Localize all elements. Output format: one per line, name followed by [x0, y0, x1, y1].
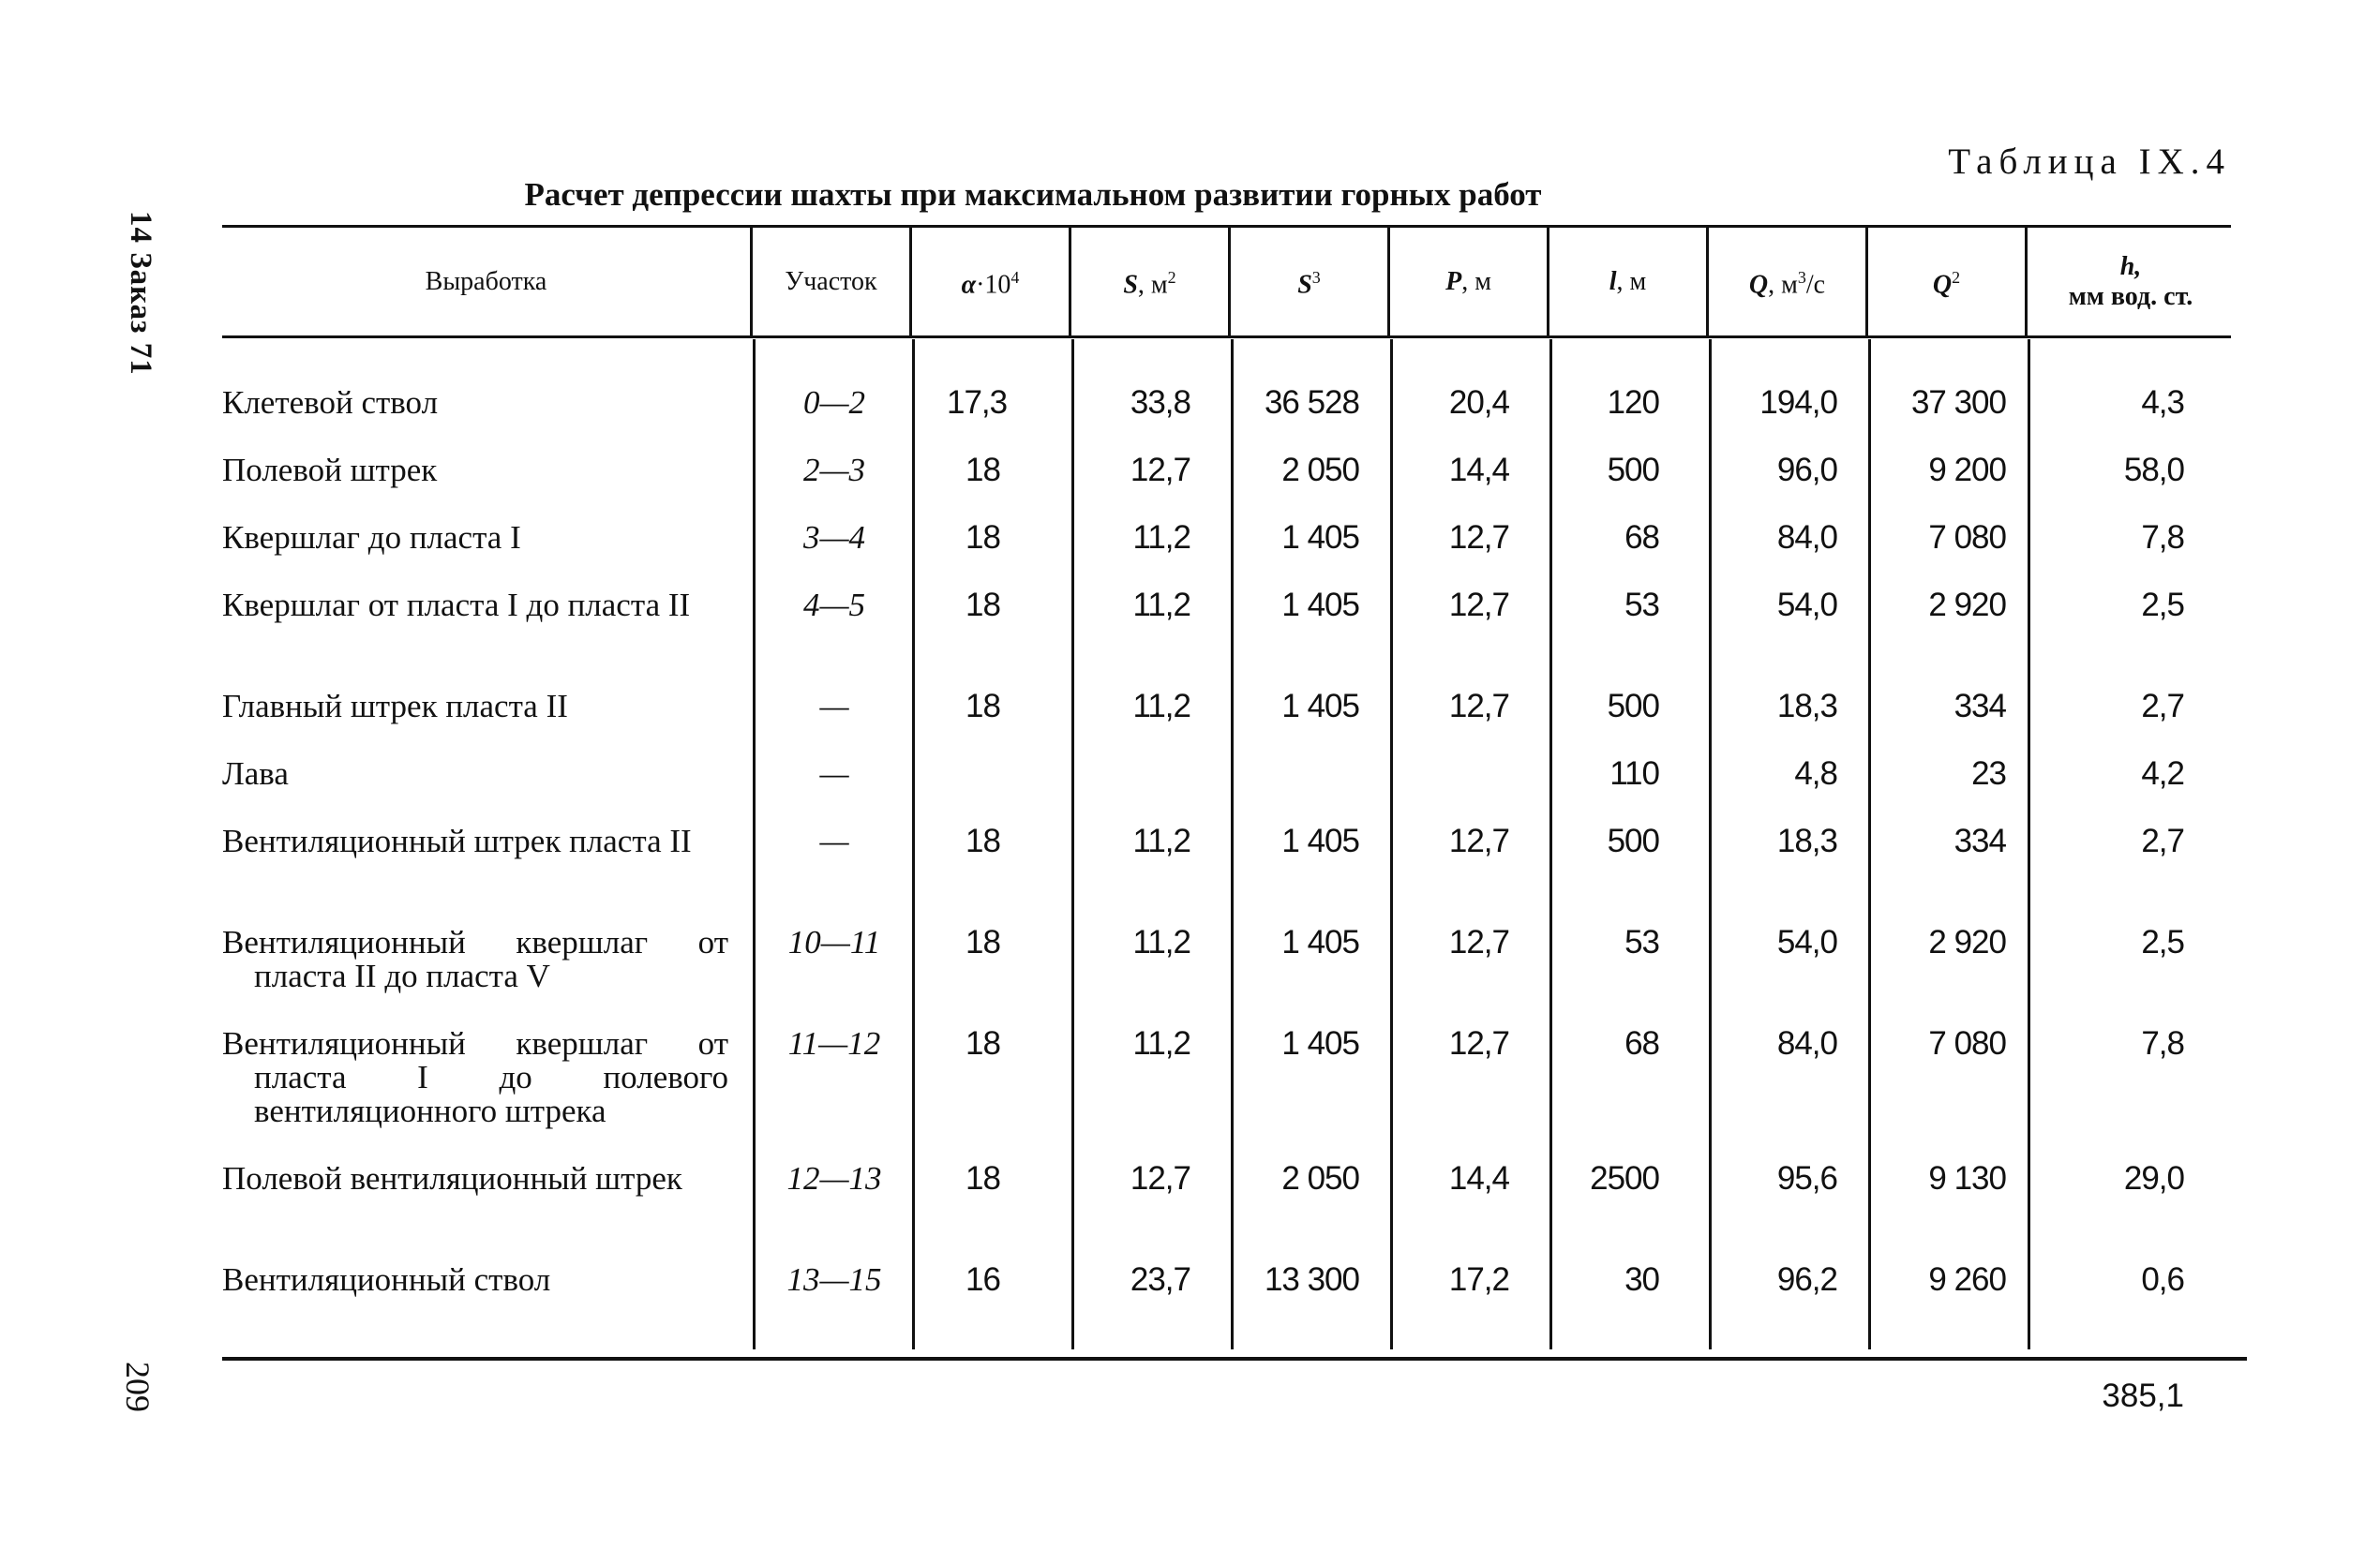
table-label: Таблица IX.4 [1948, 141, 2231, 182]
header-s: S, $м^2$ [1123, 268, 1176, 300]
cell-alpha: 18 [965, 823, 1000, 859]
cell-s: 11,2 [1132, 688, 1190, 724]
cell-flow: 18,3 [1776, 823, 1837, 859]
cell-alpha: 16 [965, 1261, 1000, 1298]
header-s3: $S^3$ [1297, 268, 1321, 300]
cell-s: 11,2 [1132, 924, 1190, 961]
column-divider [1868, 339, 1871, 1349]
column-divider [753, 339, 756, 1349]
cell-perimeter: 14,4 [1448, 1160, 1509, 1197]
cell-alpha: 17,3 [947, 384, 1008, 421]
cell-length: 110 [1609, 755, 1659, 792]
column-divider [1549, 339, 1552, 1349]
cell-flow-squared: 37 300 [1910, 384, 2006, 421]
row-name: Вентиляционный квершлаг от пласта I до полевого вентиляционного штрека [222, 1025, 728, 1129]
cell-s3: 1 405 [1281, 688, 1359, 724]
row-name: Квершлаг до пласта I [222, 519, 521, 556]
cell-depression: 7,8 [2141, 519, 2184, 556]
cell-depression: 4,2 [2141, 755, 2184, 792]
row-section: 4—5 [802, 587, 866, 623]
cell-flow-squared: 9 260 [1928, 1261, 2006, 1298]
header-section: Участок [785, 266, 877, 296]
header-flow-squared: $Q^2$ [1932, 268, 1961, 300]
cell-flow: 96,2 [1776, 1261, 1837, 1298]
row-section: 11—12 [787, 1025, 881, 1062]
cell-flow-squared: 9 200 [1928, 452, 2006, 488]
column-divider [1390, 339, 1393, 1349]
row-section: 0—2 [802, 384, 866, 421]
cell-flow: 54,0 [1776, 924, 1837, 961]
cell-length: 53 [1624, 587, 1659, 623]
cell-s: 11,2 [1132, 519, 1190, 556]
cell-perimeter: 12,7 [1448, 823, 1509, 859]
cell-flow-squared: 7 080 [1928, 519, 2006, 556]
cell-alpha: 18 [965, 452, 1000, 488]
header-rule [222, 335, 2231, 338]
cell-s3: 1 405 [1281, 823, 1359, 859]
cell-length: 2500 [1590, 1160, 1659, 1197]
row-name: Лава [222, 755, 289, 792]
cell-alpha: 18 [965, 924, 1000, 961]
row-name: Вентиляционный ствол [222, 1261, 551, 1298]
cell-s: 11,2 [1132, 1025, 1190, 1062]
cell-s: 12,7 [1130, 1160, 1190, 1197]
cell-perimeter: 14,4 [1448, 452, 1509, 488]
bottom-rule [222, 1357, 2247, 1361]
row-section: — [819, 755, 849, 792]
cell-flow: 4,8 [1794, 755, 1837, 792]
cell-perimeter: 12,7 [1448, 688, 1509, 724]
cell-s3: 36 528 [1264, 384, 1359, 421]
row-name: Главный штрек пласта II [222, 688, 568, 724]
column-divider [912, 339, 915, 1349]
cell-flow-squared: 334 [1953, 688, 2006, 724]
cell-depression: 2,5 [2141, 924, 2184, 961]
cell-alpha: 18 [965, 1160, 1000, 1197]
cell-flow-squared: 9 130 [1928, 1160, 2006, 1197]
cell-s3: 1 405 [1281, 519, 1359, 556]
cell-s: 33,8 [1130, 384, 1190, 421]
cell-depression: 4,3 [2141, 384, 2184, 421]
cell-perimeter: 12,7 [1448, 587, 1509, 623]
side-print-note: 14 Заказ 71 [124, 211, 157, 376]
header-flow: Q, $м^3/с$ [1748, 268, 1826, 300]
row-name: Вентиляционный штрек пласта II [222, 823, 692, 859]
cell-perimeter: 12,7 [1448, 1025, 1509, 1062]
cell-depression: 2,7 [2141, 688, 2184, 724]
total-depression: 385,1 [2102, 1378, 2184, 1414]
cell-perimeter: 12,7 [1448, 924, 1509, 961]
cell-flow: 96,0 [1776, 452, 1837, 488]
cell-depression: 29,0 [2123, 1160, 2184, 1197]
cell-flow-squared: 2 920 [1928, 924, 2006, 961]
cell-flow: 84,0 [1776, 1025, 1837, 1062]
cell-flow: 95,6 [1776, 1160, 1837, 1197]
row-section: — [819, 688, 849, 724]
cell-perimeter: 12,7 [1448, 519, 1509, 556]
cell-flow-squared: 7 080 [1928, 1025, 2006, 1062]
cell-flow: 18,3 [1776, 688, 1837, 724]
cell-length: 500 [1607, 452, 1659, 488]
cell-s: 11,2 [1132, 823, 1190, 859]
cell-flow-squared: 2 920 [1928, 587, 2006, 623]
cell-s: 23,7 [1130, 1261, 1190, 1298]
cell-alpha: 18 [965, 688, 1000, 724]
table-title: Расчет депрессии шахты при максимальном развитии горных работ [524, 176, 1542, 213]
cell-s: 11,2 [1132, 587, 1190, 623]
column-divider [2028, 339, 2030, 1349]
page-number: 209 [119, 1362, 157, 1412]
cell-length: 53 [1624, 924, 1659, 961]
header-perimeter: P, м [1445, 266, 1491, 296]
row-name: Вентиляционный квершлаг от пласта II до пласта V [222, 924, 728, 994]
cell-s3: 13 300 [1264, 1261, 1359, 1298]
cell-alpha: 18 [965, 1025, 1000, 1062]
row-section: 12—13 [786, 1160, 882, 1197]
cell-s3: 2 050 [1281, 452, 1359, 488]
cell-length: 500 [1607, 823, 1659, 859]
row-section: 2—3 [802, 452, 866, 488]
cell-depression: 7,8 [2141, 1025, 2184, 1062]
cell-flow: 84,0 [1776, 519, 1837, 556]
cell-alpha: 18 [965, 519, 1000, 556]
cell-depression: 2,7 [2141, 823, 2184, 859]
row-name: Полевой вентиляционный штрек [222, 1160, 682, 1197]
column-divider [1071, 339, 1074, 1349]
cell-length: 500 [1607, 688, 1659, 724]
cell-length: 30 [1624, 1261, 1659, 1298]
cell-perimeter: 20,4 [1448, 384, 1509, 421]
header-alpha: $\alpha\cdot 10^4$ [961, 268, 1020, 300]
cell-depression: 2,5 [2141, 587, 2184, 623]
cell-length: 68 [1624, 519, 1659, 556]
header-name: Выработка [425, 266, 547, 296]
column-divider [1709, 339, 1712, 1349]
cell-depression: 58,0 [2123, 452, 2184, 488]
cell-length: 120 [1607, 384, 1659, 421]
cell-s3: 2 050 [1281, 1160, 1359, 1197]
cell-flow: 194,0 [1759, 384, 1837, 421]
cell-s: 12,7 [1130, 452, 1190, 488]
cell-s3: 1 405 [1281, 924, 1359, 961]
row-name: Квершлаг от пласта I до пласта II [222, 587, 691, 623]
row-section: 3—4 [802, 519, 866, 556]
cell-depression: 0,6 [2141, 1261, 2184, 1298]
cell-perimeter: 17,2 [1448, 1261, 1509, 1298]
row-section: — [819, 823, 849, 859]
column-divider [1231, 339, 1234, 1349]
row-section: 10—11 [787, 924, 881, 961]
row-section: 13—15 [786, 1261, 882, 1298]
header-depression: h, мм вод. ст. [2068, 251, 2193, 311]
row-name: Клетевой ствол [222, 384, 439, 421]
cell-flow-squared: 23 [1971, 755, 2006, 792]
row-name: Полевой штрек [222, 452, 438, 488]
cell-flow: 54,0 [1776, 587, 1837, 623]
cell-alpha: 18 [965, 587, 1000, 623]
cell-flow-squared: 334 [1953, 823, 2006, 859]
header-length: l, м [1609, 266, 1647, 296]
cell-s3: 1 405 [1281, 1025, 1359, 1062]
cell-length: 68 [1624, 1025, 1659, 1062]
cell-s3: 1 405 [1281, 587, 1359, 623]
